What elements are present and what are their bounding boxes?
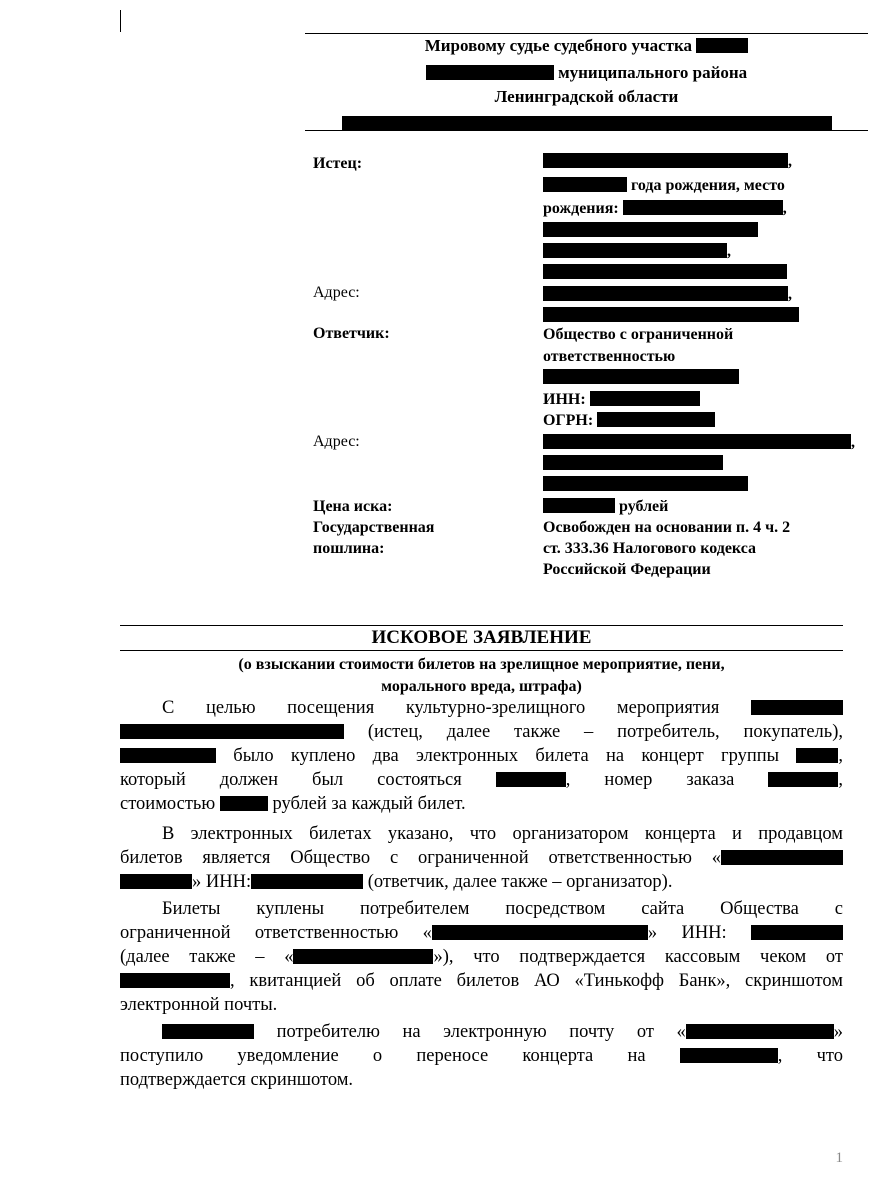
redaction	[543, 243, 727, 258]
redaction	[426, 65, 554, 80]
redaction	[543, 434, 851, 449]
page-number: 1	[835, 1150, 843, 1166]
redaction	[293, 949, 433, 964]
redaction	[251, 874, 363, 889]
redaction	[768, 772, 838, 787]
redaction	[623, 200, 783, 215]
title-bottom-rule	[120, 650, 843, 651]
redaction	[751, 925, 843, 940]
court-line-1: Мировому судье судебного участка	[305, 36, 868, 56]
redaction	[120, 748, 216, 763]
claim-labels: Цена иска: Государственная пошлина:	[313, 498, 435, 557]
redaction	[220, 796, 268, 811]
redaction	[680, 1048, 778, 1063]
document-subtitle: (о взыскании стоимости билетов на зрелищное мероприятие, пени, морального вреда, штрафа)	[238, 656, 725, 695]
redaction	[432, 925, 648, 940]
defendant-address-label: Адрес:	[313, 433, 360, 450]
redaction	[543, 153, 788, 168]
defendant-label: Ответчик:	[313, 325, 390, 342]
redaction	[543, 286, 788, 301]
redaction	[751, 700, 843, 715]
redaction	[543, 222, 758, 237]
redaction	[543, 369, 739, 384]
plaintiff-address-label: Адрес:	[313, 284, 360, 301]
redaction	[342, 116, 832, 131]
redaction	[120, 724, 344, 739]
redaction	[543, 498, 615, 513]
redaction	[543, 264, 787, 279]
text-cursor	[120, 10, 121, 32]
document-title: ИСКОВОЕ ЗАЯВЛЕНИЕ	[371, 627, 592, 648]
redaction	[120, 973, 230, 988]
redaction	[796, 748, 838, 763]
redaction	[543, 476, 748, 491]
redaction	[496, 772, 566, 787]
redaction	[120, 874, 192, 889]
redaction	[543, 455, 723, 470]
court-line-4	[305, 114, 868, 134]
redaction	[686, 1024, 834, 1039]
title-top-rule	[120, 625, 843, 626]
redaction	[543, 177, 627, 192]
redaction	[597, 412, 715, 427]
redaction	[162, 1024, 254, 1039]
court-line-3: Ленинградской области	[494, 87, 679, 106]
redaction	[721, 850, 843, 865]
plaintiff-label: Истец:	[313, 155, 363, 172]
redaction	[696, 38, 748, 53]
redaction	[543, 307, 799, 322]
redaction	[590, 391, 700, 406]
header-top-rule	[305, 33, 868, 34]
court-line-2: муниципального района	[305, 63, 868, 83]
header-bottom-rule	[305, 130, 868, 131]
